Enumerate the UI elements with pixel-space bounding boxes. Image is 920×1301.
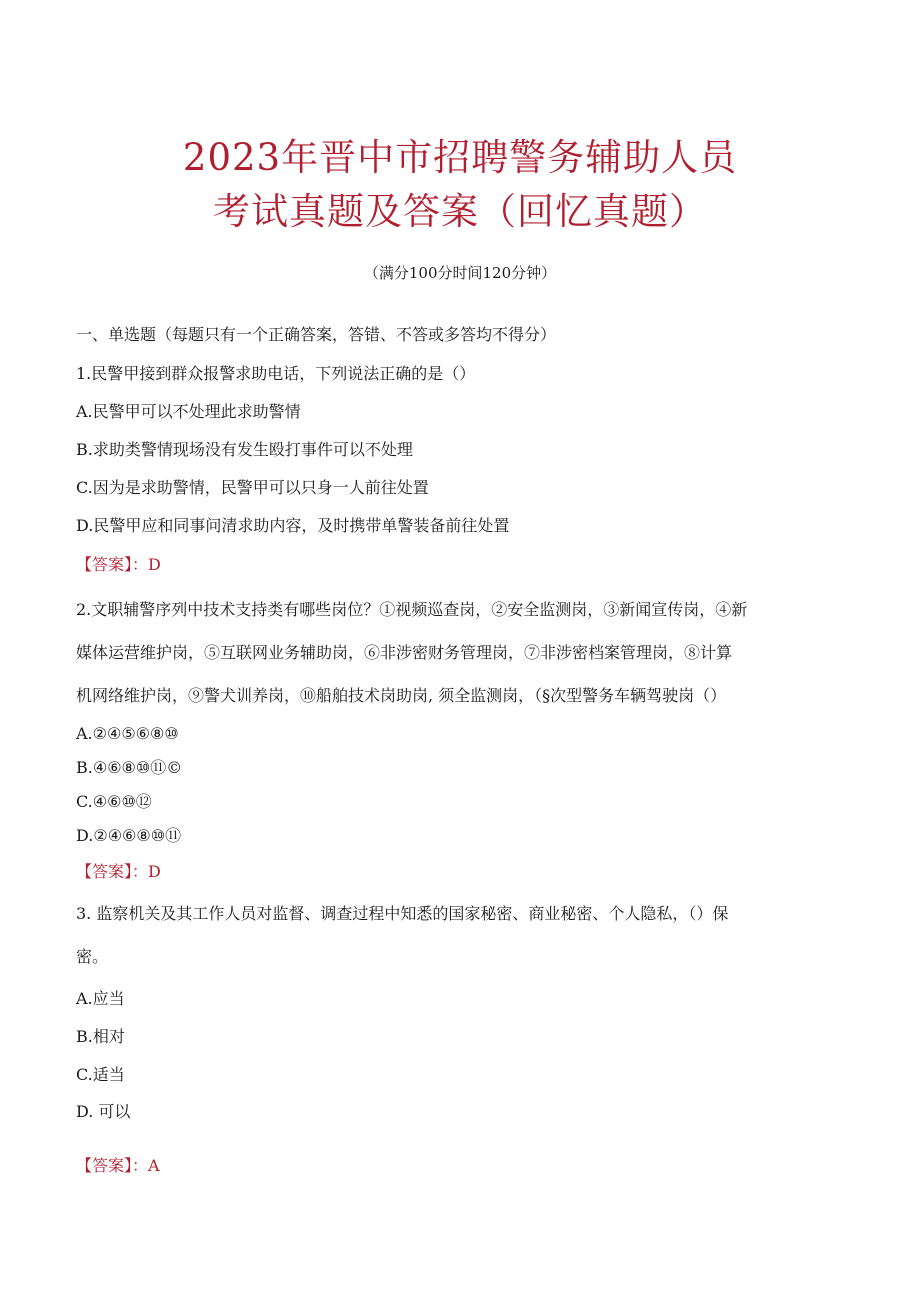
question-1-option-a: A.民警甲可以不处理此求助警情 <box>76 402 301 421</box>
question-3-stem-line2: 密。 <box>76 947 109 966</box>
answer-label: 【答案】： <box>76 1156 149 1175</box>
question-2-option-d: D.②④⑥⑧⑩⑪ <box>76 826 182 845</box>
question-3-answer <box>76 1156 160 1175</box>
section-header: 一、单选题（每题只有一个正确答案，答错、不答或多答均不得分） <box>76 325 557 344</box>
question-1-answer <box>76 555 161 574</box>
document-title-line1: 2023年晋中市招聘警务辅助人员 <box>182 136 738 179</box>
answer-value: D <box>148 555 161 574</box>
question-2-option-b: B.④⑥⑧⑩⑪© <box>76 758 183 777</box>
question-2-stem-line3: 机网络维护岗，⑨警犬训养岗，⑩船舶技术岗助岗, 须全监测岗，（§次型警务车辆驾驶岗（） <box>76 686 727 705</box>
question-3-option-a: A.应当 <box>76 989 125 1008</box>
document-title-line2: 考试真题及答案（回忆真题） <box>213 190 707 233</box>
answer-value: A <box>148 1156 160 1175</box>
question-3-stem-line1: 3. 监察机关及其工作人员对监督、调查过程中知悉的国家秘密、商业秘密、个人隐私，（）保 <box>76 904 729 923</box>
answer-label: 【答案】： <box>76 862 149 881</box>
question-2-answer <box>76 862 161 881</box>
score-time-note: （满分100分时间120分钟） <box>363 264 557 282</box>
question-1-option-d: D.民警甲应和同事问清求助内容，及时携带单警装备前往处置 <box>76 516 510 535</box>
question-1-option-b: B.求助类警情现场没有发生殴打事件可以不处理 <box>76 440 413 459</box>
question-1-stem: 1.民警甲接到群众报警求助电话，下列说法正确的是（） <box>76 364 476 383</box>
question-2-stem-line2: 媒体运营维护岗，⑤互联网业务辅助岗，⑥非涉密财务管理岗，⑦非涉密档案管理岗，⑧计算 <box>76 643 733 662</box>
question-1-option-c: C.因为是求助警情，民警甲可以只身一人前往处置 <box>76 478 429 497</box>
question-3-option-d: D. 可以 <box>76 1102 131 1121</box>
answer-label: 【答案】： <box>76 555 149 574</box>
question-3-option-c: C.适当 <box>76 1065 125 1084</box>
question-3-option-b: B.相对 <box>76 1027 125 1046</box>
question-2-option-a: A.②④⑤⑥⑧⑩ <box>76 724 179 743</box>
question-2-stem-line1: 2.文职辅警序列中技术支持类有哪些岗位？①视频巡查岗，②安全监测岗，③新闻宣传岗，④新 <box>76 600 748 619</box>
answer-value: D <box>148 862 161 881</box>
question-2-option-c: C.④⑥⑩⑫ <box>76 792 152 811</box>
